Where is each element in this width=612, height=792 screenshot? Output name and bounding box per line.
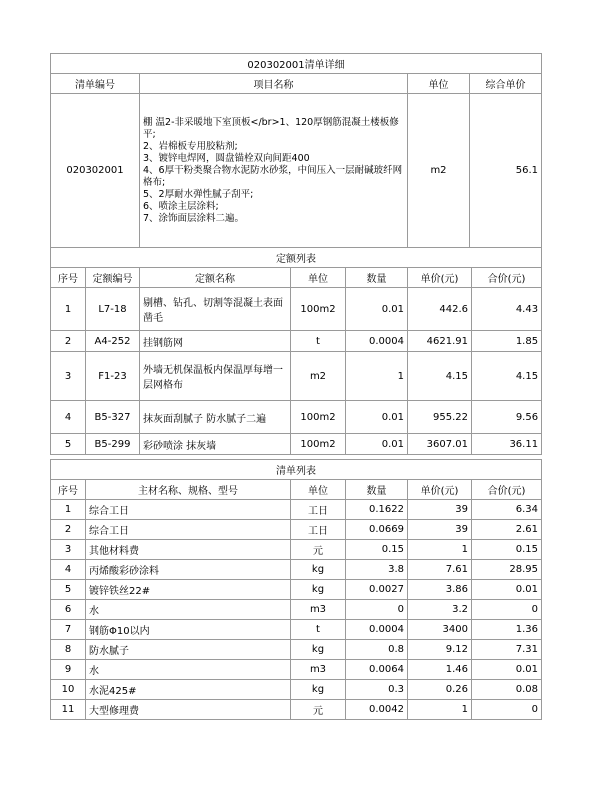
- material-seq: 1: [51, 500, 86, 520]
- item-table: [50, 53, 542, 248]
- material-seq: 9: [51, 660, 86, 680]
- material-total: 1.36: [472, 620, 542, 640]
- material-qty: 0.0042: [346, 700, 408, 720]
- material-name: 防水腻子: [86, 640, 291, 660]
- material-unit: m3: [291, 660, 346, 680]
- material-unit: kg: [291, 560, 346, 580]
- material-unit: t: [291, 620, 346, 640]
- material-qty: 0.0669: [346, 520, 408, 540]
- description-line: 6、喷涂主层涂料;: [143, 200, 219, 212]
- description-line: 3、镀锌电焊网，圆盘锚栓双向间距400: [143, 152, 310, 164]
- material-unit: 元: [291, 540, 346, 560]
- material-header-name: 主材名称、规格、型号: [86, 480, 291, 500]
- material-price: 1: [408, 540, 472, 560]
- material-qty: 0.1622: [346, 500, 408, 520]
- material-header-price: 单价(元): [408, 480, 472, 500]
- material-seq: 5: [51, 580, 86, 600]
- quota-qty: 0.01: [346, 434, 408, 455]
- quota-header-unit: 单位: [291, 268, 346, 288]
- quota-code: B5-299: [86, 434, 140, 455]
- material-qty: 0.3: [346, 680, 408, 700]
- material-price: 39: [408, 520, 472, 540]
- material-header-seq: 序号: [51, 480, 86, 500]
- material-total: 2.61: [472, 520, 542, 540]
- material-name: 综合工日: [86, 500, 291, 520]
- material-seq: 7: [51, 620, 86, 640]
- quota-price: 4621.91: [408, 331, 472, 352]
- material-name: 丙烯酸彩砂涂料: [86, 560, 291, 580]
- material-total: 0.01: [472, 580, 542, 600]
- material-price: 3.86: [408, 580, 472, 600]
- material-unit: m3: [291, 600, 346, 620]
- material-name: 钢筋Φ10以内: [86, 620, 291, 640]
- item-price: 56.1: [470, 94, 542, 248]
- quota-unit: t: [291, 331, 346, 352]
- material-unit: kg: [291, 580, 346, 600]
- item-unit: m2: [408, 94, 470, 248]
- material-name: 综合工日: [86, 520, 291, 540]
- material-seq: 8: [51, 640, 86, 660]
- quota-code: A4-252: [86, 331, 140, 352]
- quota-total: 4.43: [472, 288, 542, 331]
- table-row: [51, 640, 542, 660]
- description-line: 棚 温2-非采暖地下室顶板</br>1、120厚钢筋混凝土楼板修平;: [143, 116, 399, 140]
- header-unit: 单位: [408, 74, 470, 94]
- quota-name: 抹灰面刮腻子 防水腻子二遍: [140, 401, 291, 434]
- material-header-qty: 数量: [346, 480, 408, 500]
- material-total: 6.34: [472, 500, 542, 520]
- material-unit: kg: [291, 680, 346, 700]
- material-name: 镀锌铁丝22#: [86, 580, 291, 600]
- quota-qty: 0.01: [346, 288, 408, 331]
- table-row: [51, 680, 542, 700]
- material-price: 1: [408, 700, 472, 720]
- table-row: [51, 288, 542, 331]
- material-header-unit: 单位: [291, 480, 346, 500]
- quota-price: 442.6: [408, 288, 472, 331]
- table-row: [51, 580, 542, 600]
- header-name: 项目名称: [140, 74, 408, 94]
- material-section-title: 清单列表: [51, 460, 542, 480]
- quota-qty: 0.0004: [346, 331, 408, 352]
- material-total: 0: [472, 600, 542, 620]
- material-qty: 0.0064: [346, 660, 408, 680]
- material-price: 39: [408, 500, 472, 520]
- material-price: 1.46: [408, 660, 472, 680]
- material-name: 其他材料费: [86, 540, 291, 560]
- material-total: 0.15: [472, 540, 542, 560]
- quota-table: [50, 247, 542, 455]
- material-header-total: 合价(元): [472, 480, 542, 500]
- table-row: [51, 352, 542, 401]
- quota-qty: 1: [346, 352, 408, 401]
- material-price: 7.61: [408, 560, 472, 580]
- quota-price: 955.22: [408, 401, 472, 434]
- description-line: 4、6厚干粉类聚合物水泥防水砂浆，中间压入一层耐碱玻纤网格布;: [143, 164, 403, 188]
- material-seq: 3: [51, 540, 86, 560]
- item-description: [140, 94, 408, 248]
- quota-total: 1.85: [472, 331, 542, 352]
- material-total: 0: [472, 700, 542, 720]
- material-unit: 工日: [291, 500, 346, 520]
- table-row: [51, 500, 542, 520]
- quota-unit: 100m2: [291, 401, 346, 434]
- table-row: [51, 620, 542, 640]
- quota-header-seq: 序号: [51, 268, 86, 288]
- quota-header-price: 单价(元): [408, 268, 472, 288]
- material-name: 水: [86, 600, 291, 620]
- quota-total: 36.11: [472, 434, 542, 455]
- quota-name: 彩砂喷涂 抹灰墙: [140, 434, 291, 455]
- table-row: [51, 540, 542, 560]
- description-line: 2、岩棉板专用胶粘剂;: [143, 140, 238, 152]
- material-unit: 元: [291, 700, 346, 720]
- quota-total: 9.56: [472, 401, 542, 434]
- table-row: [51, 600, 542, 620]
- quota-seq: 5: [51, 434, 86, 455]
- table-row: [51, 331, 542, 352]
- quota-header-qty: 数量: [346, 268, 408, 288]
- quota-seq: 1: [51, 288, 86, 331]
- table-row: [51, 401, 542, 434]
- material-total: 28.95: [472, 560, 542, 580]
- quota-price: 3607.01: [408, 434, 472, 455]
- material-seq: 11: [51, 700, 86, 720]
- quota-code: B5-327: [86, 401, 140, 434]
- material-qty: 0.0004: [346, 620, 408, 640]
- table-row: [51, 434, 542, 455]
- table-row: [51, 520, 542, 540]
- quota-name: 外墙无机保温板内保温厚每增一层网格布: [140, 352, 291, 401]
- material-seq: 2: [51, 520, 86, 540]
- material-total: 0.08: [472, 680, 542, 700]
- quota-name: 剔槽、钻孔、切割等混凝土表面凿毛: [140, 288, 291, 331]
- header-code: 清单编号: [51, 74, 140, 94]
- header-price: 综合单价: [470, 74, 542, 94]
- quota-seq: 4: [51, 401, 86, 434]
- table-row: [51, 560, 542, 580]
- material-seq: 6: [51, 600, 86, 620]
- material-seq: 10: [51, 680, 86, 700]
- material-qty: 0.15: [346, 540, 408, 560]
- quota-seq: 3: [51, 352, 86, 401]
- material-qty: 0: [346, 600, 408, 620]
- material-name: 大型修理费: [86, 700, 291, 720]
- description-line: 7、涂饰面层涂料二遍。: [143, 212, 245, 224]
- quota-name: 挂钢筋网: [140, 331, 291, 352]
- material-unit: kg: [291, 640, 346, 660]
- page-title: 020302001清单详细: [51, 54, 542, 74]
- quota-seq: 2: [51, 331, 86, 352]
- quota-unit: 100m2: [291, 288, 346, 331]
- material-price: 0.26: [408, 680, 472, 700]
- material-qty: 0.8: [346, 640, 408, 660]
- material-name: 水: [86, 660, 291, 680]
- quota-total: 4.15: [472, 352, 542, 401]
- quota-code: L7-18: [86, 288, 140, 331]
- quota-unit: m2: [291, 352, 346, 401]
- material-total: 7.31: [472, 640, 542, 660]
- material-table: [50, 459, 542, 720]
- table-row: [51, 660, 542, 680]
- material-qty: 3.8: [346, 560, 408, 580]
- material-qty: 0.0027: [346, 580, 408, 600]
- quota-code: F1-23: [86, 352, 140, 401]
- material-unit: 工日: [291, 520, 346, 540]
- quota-unit: 100m2: [291, 434, 346, 455]
- quota-header-code: 定额编号: [86, 268, 140, 288]
- quota-header-total: 合价(元): [472, 268, 542, 288]
- material-price: 3.2: [408, 600, 472, 620]
- material-name: 水泥425#: [86, 680, 291, 700]
- quota-section-title: 定额列表: [51, 248, 542, 268]
- material-seq: 4: [51, 560, 86, 580]
- quota-price: 4.15: [408, 352, 472, 401]
- table-row: [51, 700, 542, 720]
- item-code: 020302001: [51, 94, 140, 248]
- material-price: 3400: [408, 620, 472, 640]
- description-line: 5、2厚耐水弹性腻子刮平;: [143, 188, 254, 200]
- material-total: 0.01: [472, 660, 542, 680]
- quota-qty: 0.01: [346, 401, 408, 434]
- material-price: 9.12: [408, 640, 472, 660]
- quota-header-name: 定额名称: [140, 268, 291, 288]
